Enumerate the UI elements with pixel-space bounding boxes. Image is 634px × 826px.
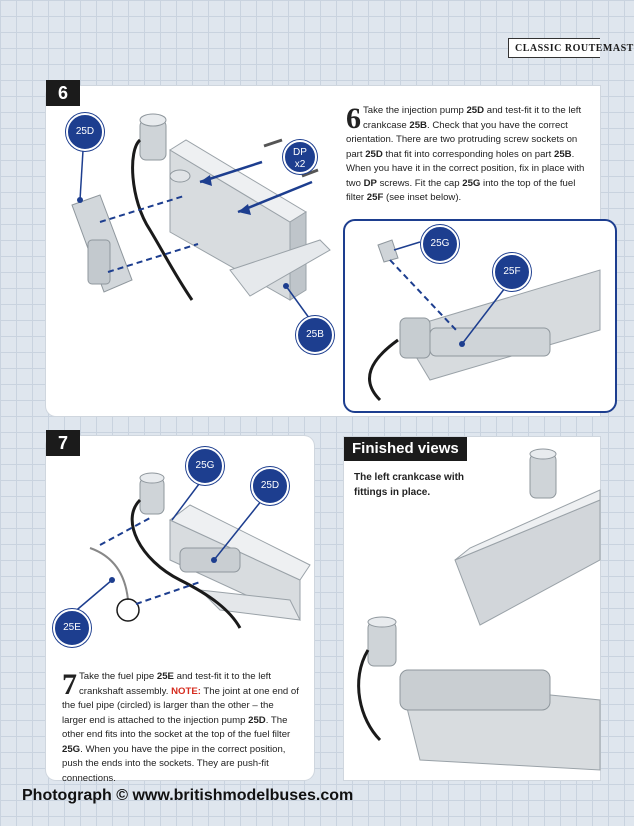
step7-text-run: 25G [62, 743, 81, 755]
part-label-25f: 25F [493, 253, 531, 291]
step7-text-run: 25D [248, 714, 266, 726]
step6-text-run: Take the injection pump [363, 105, 467, 116]
step7-text-run: . When you have the pipe in the correct position, push the ends into the sockets. They are push-fit connections. [62, 743, 286, 784]
step6-text-run: 25B [409, 119, 427, 131]
step6-text-run: and test-fit it to the left crankcase [363, 105, 582, 131]
step6-text-run: DP [363, 177, 377, 189]
step6-text-run: . When you have it in the correct position, fix in place with two [346, 148, 585, 189]
step-7-badge: 7 [46, 430, 80, 456]
part-label-25g: 25G [186, 447, 224, 485]
step-6-badge: 6 [46, 80, 80, 106]
step6-text-run: 25B [554, 148, 572, 160]
part-label-25d-step7: 25D [251, 467, 289, 505]
step6-text-run: that fit into corresponding holes on part [382, 148, 555, 160]
photo-credit: Photograph © www.britishmodelbuses.com [22, 787, 354, 804]
step-6-big-number: 6 [346, 102, 361, 135]
step7-text-run: . The other end fits into the socket at the top of the fuel filter [62, 714, 291, 740]
step6-text-run: 25D [365, 148, 383, 160]
series-title-tab: CLASSIC ROUTEMAST [508, 38, 600, 58]
step6-text-run: 25D [466, 105, 485, 116]
step-7-big-number: 7 [62, 668, 77, 701]
step7-text-run: The joint at one end of the fuel pipe (circled) is larger than the other – the larger end is attached to the injection pump [62, 685, 299, 726]
step6-text-run: (see inset below). [383, 192, 462, 203]
finished-views-caption: The left crankcase with fittings in place. [354, 472, 465, 498]
part-label-dp-screws: DP x2 [283, 140, 317, 174]
finished-views-title: Finished views [344, 437, 467, 461]
step6-text-run: 25F [366, 192, 384, 203]
step6-text-run: screws. Fit the cap [376, 177, 463, 189]
part-label-25b: 25B [296, 316, 334, 354]
step6-text-run: . Check that you have the correct orientation. There are two protruding screw sockets on part [346, 119, 578, 160]
part-label-25g-inset: 25G [421, 225, 459, 263]
step6-text-run: into the top of the fuel filter [346, 177, 576, 203]
step7-text-run: NOTE: [171, 685, 201, 697]
step6-text-run: 25G [462, 177, 481, 189]
part-label-25d: 25D [66, 113, 104, 151]
step7-text-run: 25E [156, 671, 174, 682]
part-label-25e: 25E [53, 609, 91, 647]
step7-text-run: and test-fit it to the left crankshaft assembly. [79, 671, 272, 697]
step7-text-run: Take the fuel pipe [79, 671, 157, 682]
